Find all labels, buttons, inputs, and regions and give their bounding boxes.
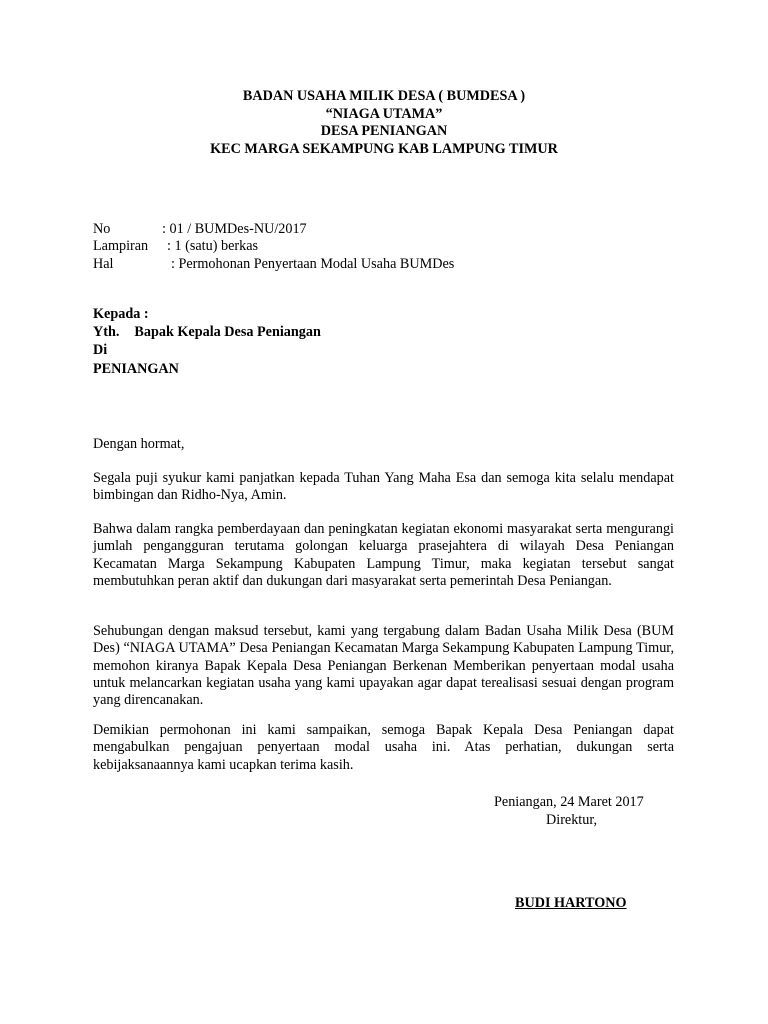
meta-row-number <box>93 221 653 238</box>
letter-meta <box>93 221 653 273</box>
body-paragraph-4: Demikian permohonan ini kami sampaikan, semoga Bapak Kepala Desa Peniangan dapat mengabulkan pengajuan penyertaan modal usaha ini. Atas perhatian, dukungan serta kebijaksanaannya kami ucapkan terima kasih. <box>93 722 674 773</box>
recipient-block <box>93 305 321 378</box>
attachment-value: : 1 (satu) berkas <box>167 238 259 255</box>
body-paragraph-1: Segala puji syukur kami panjatkan kepada Tuhan Yang Maha Esa dan semoga kita selalu mendapat bimbingan dan Ridho-Nya, Amin. <box>93 470 674 504</box>
organization-name: BADAN USAHA MILIK DESA ( BUMDESA ) <box>242 88 526 104</box>
recipient-kepada: Kepada : <box>93 306 149 322</box>
signer-position: Direktur, <box>546 812 598 828</box>
district-regency: KEC MARGA SEKAMPUNG KAB LAMPUNG TIMUR <box>210 140 558 157</box>
meta-row-subject <box>93 256 653 273</box>
recipient-place: PENIANGAN <box>93 360 179 377</box>
body-paragraph-3: Sehubungan dengan maksud tersebut, kami yang tergabung dalam Badan Usaha Milik Desa (BUM Des) “NIAGA UTAMA” Desa Peniangan Kecamatan Marga Sekampung Kabupaten Lampung Timur, memohon kiranya Bapak Kepala Desa Peniangan Berkenan Memberikan penyertaan modal usaha untuk melancarkan kegiatan usaha yang kami upayakan agar dapat terealisasi sesuai dengan program yang direncanakan. <box>93 623 674 709</box>
recipient-name: Bapak Kepala Desa Peniangan <box>134 324 321 341</box>
salutation: Dengan hormat, <box>93 436 185 452</box>
signer-name: BUDI HARTONO <box>515 895 627 911</box>
meta-row-attachment <box>93 238 653 255</box>
attachment-label: Lampiran <box>93 238 149 255</box>
number-value: : 01 / BUMDes-NU/2017 <box>162 221 307 237</box>
recipient-yth-row <box>93 323 321 341</box>
letterhead <box>0 88 768 158</box>
organization-brand: “NIAGA UTAMA” <box>325 105 443 122</box>
subject-label: Hal <box>93 255 114 272</box>
body-paragraph-2: Bahwa dalam rangka pemberdayaan dan peningkatan kegiatan ekonomi masyarakat serta mengurangi jumlah pengangguran terutama golongan keluarga prasejahtera di wilayah Desa Peniangan Kecamatan Marga Sekampung Kabupaten Lampung Timur, maka kegiatan tersebut sangat membutuhkan peran aktif dan dukungan dari masyarakat serta pemerintah Desa Peniangan. <box>93 521 674 589</box>
recipient-di: Di <box>93 342 108 359</box>
place-date: Peniangan, 24 Maret 2017 <box>494 794 644 810</box>
recipient-yth: Yth. <box>93 324 120 341</box>
village-name: DESA PENIANGAN <box>320 123 448 139</box>
number-label: No <box>93 221 111 237</box>
subject-value: : Permohonan Penyertaan Modal Usaha BUMDes <box>171 255 455 272</box>
